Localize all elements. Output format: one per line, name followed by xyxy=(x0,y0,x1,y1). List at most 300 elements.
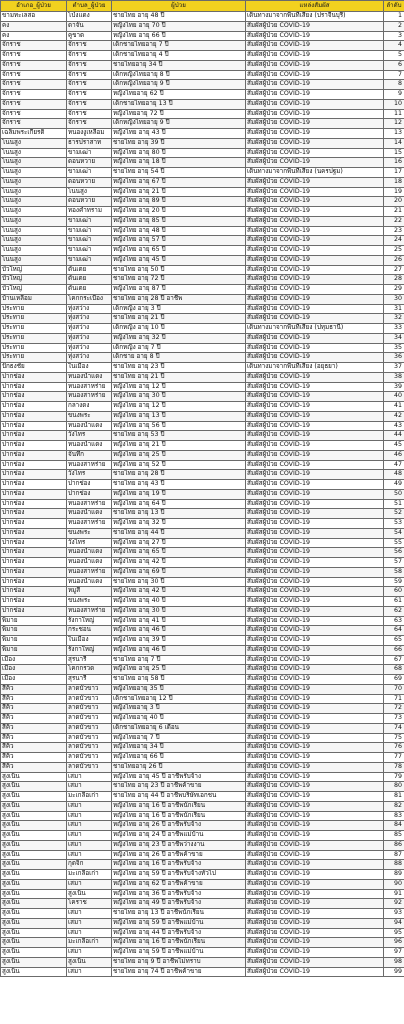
number-cell[interactable]: 82 xyxy=(384,801,404,811)
subdistrict-cell[interactable]: สูงเนิน xyxy=(67,889,112,899)
patient-cell[interactable]: หญิงไทย อายุ 48 ปี xyxy=(112,226,246,236)
table-row[interactable] xyxy=(1,938,404,948)
table-row[interactable] xyxy=(1,353,404,363)
district-cell[interactable]: ปักธงชัย xyxy=(1,363,67,373)
subdistrict-cell[interactable]: มะเกลือเก่า xyxy=(67,792,112,802)
source-cell[interactable]: สัมผัสผู้ป่วย COVID-19 xyxy=(246,655,384,665)
district-cell[interactable]: สูงเนิน xyxy=(1,909,67,919)
patient-cell[interactable]: หญิงไทย อายุ 87 ปี xyxy=(112,285,246,295)
table-row[interactable] xyxy=(1,402,404,412)
source-cell[interactable]: สัมผัสผู้ป่วย COVID-19 xyxy=(246,343,384,353)
patient-cell[interactable]: หญิงไทย อายุ 64 ปี xyxy=(112,499,246,509)
subdistrict-cell[interactable]: หนองสาหร่าย xyxy=(67,606,112,616)
subdistrict-cell[interactable]: หนองสาหร่าย xyxy=(67,460,112,470)
subdistrict-cell[interactable]: รังกาใหญ่ xyxy=(67,645,112,655)
subdistrict-cell[interactable]: จักราช xyxy=(67,90,112,100)
table-row[interactable] xyxy=(1,743,404,753)
table-row[interactable] xyxy=(1,665,404,675)
number-cell[interactable]: 47 xyxy=(384,460,404,470)
district-cell[interactable]: ปากช่อง xyxy=(1,441,67,451)
district-cell[interactable]: สูงเนิน xyxy=(1,938,67,948)
source-cell[interactable]: สัมผัสผู้ป่วย COVID-19 xyxy=(246,821,384,831)
number-cell[interactable]: 24 xyxy=(384,236,404,246)
table-row[interactable] xyxy=(1,792,404,802)
patient-cell[interactable]: ชายไทย อายุ 9 ปี อาชีพไม่ทราบ xyxy=(112,957,246,967)
patient-cell[interactable]: หญิงไทย อายุ 62 ปี อาชีพค้าขาย xyxy=(112,879,246,889)
table-row[interactable] xyxy=(1,246,404,256)
district-cell[interactable]: โนนสูง xyxy=(1,207,67,217)
table-row[interactable] xyxy=(1,811,404,821)
table-row[interactable] xyxy=(1,655,404,665)
district-cell[interactable]: โนนสูง xyxy=(1,177,67,187)
number-cell[interactable]: 35 xyxy=(384,343,404,353)
patient-cell[interactable]: หญิงไทย อายุ 32 ปี xyxy=(112,519,246,529)
source-cell[interactable]: สัมผัสผู้ป่วย COVID-19 xyxy=(246,733,384,743)
district-cell[interactable]: เฉลิมพระเกียรติ xyxy=(1,129,67,139)
number-cell[interactable]: 6 xyxy=(384,60,404,70)
subdistrict-cell[interactable]: ลาดบัวขาว xyxy=(67,743,112,753)
number-cell[interactable]: 53 xyxy=(384,519,404,529)
patient-cell[interactable]: ชายไทย อายุ 28 ปี อาชีพ xyxy=(112,294,246,304)
patient-cell[interactable]: หญิงไทย อายุ 23 ปี อาชีพว่างงาน xyxy=(112,840,246,850)
number-cell[interactable]: 2 xyxy=(384,21,404,31)
table-row[interactable] xyxy=(1,489,404,499)
subdistrict-cell[interactable]: สุรนารี xyxy=(67,675,112,685)
number-cell[interactable]: 97 xyxy=(384,948,404,958)
source-cell[interactable]: สัมผัสผู้ป่วย COVID-19 xyxy=(246,99,384,109)
subdistrict-cell[interactable]: กลางดง xyxy=(67,402,112,412)
district-cell[interactable]: จักราช xyxy=(1,60,67,70)
number-cell[interactable]: 9 xyxy=(384,90,404,100)
number-cell[interactable]: 81 xyxy=(384,792,404,802)
patient-cell[interactable]: หญิงไทย อายุ 16 ปี อาชีพนักเรียน xyxy=(112,811,246,821)
source-cell[interactable]: สัมผัสผู้ป่วย COVID-19 xyxy=(246,450,384,460)
patient-cell[interactable]: เด็กหญิงไทยอายุ 9 ปี xyxy=(112,80,246,90)
district-cell[interactable]: โนนสูง xyxy=(1,236,67,246)
subdistrict-cell[interactable]: หมูสี xyxy=(67,587,112,597)
patient-cell[interactable]: หญิงไทย อายุ 69 ปี xyxy=(112,567,246,577)
table-row[interactable] xyxy=(1,70,404,80)
number-cell[interactable]: 46 xyxy=(384,450,404,460)
source-cell[interactable]: สัมผัสผู้ป่วย COVID-19 xyxy=(246,265,384,275)
table-row[interactable] xyxy=(1,840,404,850)
patient-cell[interactable]: หญิงไทย อายุ 67 ปี xyxy=(112,177,246,187)
number-cell[interactable]: 41 xyxy=(384,402,404,412)
patient-cell[interactable]: ชายไทย อายุ 28 ปี xyxy=(112,470,246,480)
patient-cell[interactable]: เด็กหญิงไทยอายุ 8 ปี xyxy=(112,70,246,80)
number-cell[interactable]: 26 xyxy=(384,255,404,265)
source-cell[interactable]: สัมผัสผู้ป่วย COVID-19 xyxy=(246,255,384,265)
district-cell[interactable]: ปากช่อง xyxy=(1,606,67,616)
source-cell[interactable]: สัมผัสผู้ป่วย COVID-19 xyxy=(246,840,384,850)
district-cell[interactable]: จักราช xyxy=(1,90,67,100)
table-row[interactable] xyxy=(1,499,404,509)
table-row[interactable] xyxy=(1,168,404,178)
source-cell[interactable]: สัมผัสผู้ป่วย COVID-19 xyxy=(246,275,384,285)
source-cell[interactable]: สัมผัสผู้ป่วย COVID-19 xyxy=(246,645,384,655)
number-cell[interactable]: 74 xyxy=(384,723,404,733)
source-cell[interactable]: สัมผัสผู้ป่วย COVID-19 xyxy=(246,216,384,226)
table-row[interactable] xyxy=(1,870,404,880)
district-cell[interactable]: ปากช่อง xyxy=(1,411,67,421)
number-cell[interactable]: 61 xyxy=(384,597,404,607)
district-cell[interactable]: ปากช่อง xyxy=(1,431,67,441)
district-cell[interactable]: โนนสูง xyxy=(1,246,67,256)
district-cell[interactable]: สูงเนิน xyxy=(1,801,67,811)
number-cell[interactable]: 29 xyxy=(384,285,404,295)
subdistrict-cell[interactable]: หนองสาหร่าย xyxy=(67,382,112,392)
source-cell[interactable]: สัมผัสผู้ป่วย COVID-19 xyxy=(246,138,384,148)
subdistrict-cell[interactable]: สุรนารี xyxy=(67,655,112,665)
source-cell[interactable]: สัมผัสผู้ป่วย COVID-19 xyxy=(246,119,384,129)
subdistrict-cell[interactable]: ลาดบัวขาว xyxy=(67,762,112,772)
district-cell[interactable]: สูงเนิน xyxy=(1,957,67,967)
number-cell[interactable]: 95 xyxy=(384,928,404,938)
table-row[interactable] xyxy=(1,460,404,470)
number-cell[interactable]: 34 xyxy=(384,333,404,343)
table-row[interactable] xyxy=(1,753,404,763)
subdistrict-cell[interactable]: เสมา xyxy=(67,967,112,977)
district-cell[interactable]: คง xyxy=(1,21,67,31)
source-cell[interactable]: สัมผัสผู้ป่วย COVID-19 xyxy=(246,431,384,441)
table-row[interactable] xyxy=(1,831,404,841)
patient-cell[interactable]: หญิงไทย อายุ 16 ปี อาชีพนักเรียน xyxy=(112,938,246,948)
table-row[interactable] xyxy=(1,928,404,938)
table-row[interactable] xyxy=(1,411,404,421)
subdistrict-cell[interactable]: ทองคำทราม xyxy=(67,207,112,217)
subdistrict-cell[interactable]: เสมา xyxy=(67,801,112,811)
number-cell[interactable]: 8 xyxy=(384,80,404,90)
source-cell[interactable]: สัมผัสผู้ป่วย COVID-19 xyxy=(246,850,384,860)
source-cell[interactable]: สัมผัสผู้ป่วย COVID-19 xyxy=(246,743,384,753)
patient-cell[interactable]: หญิงไทย อายุ 56 ปี xyxy=(112,421,246,431)
source-cell[interactable]: สัมผัสผู้ป่วย COVID-19 xyxy=(246,294,384,304)
table-row[interactable] xyxy=(1,577,404,587)
number-cell[interactable]: 56 xyxy=(384,548,404,558)
number-cell[interactable]: 30 xyxy=(384,294,404,304)
table-row[interactable] xyxy=(1,957,404,967)
district-cell[interactable]: สูงเนิน xyxy=(1,821,67,831)
source-cell[interactable]: สัมผัสผู้ป่วย COVID-19 xyxy=(246,177,384,187)
table-row[interactable] xyxy=(1,363,404,373)
subdistrict-cell[interactable]: โคกกระเบื้อง xyxy=(67,294,112,304)
district-cell[interactable]: ปากช่อง xyxy=(1,528,67,538)
source-cell[interactable]: สัมผัสผู้ป่วย COVID-19 xyxy=(246,616,384,626)
table-row[interactable] xyxy=(1,392,404,402)
patient-cell[interactable]: หญิงไทย อายุ 21 ปี xyxy=(112,441,246,451)
table-row[interactable] xyxy=(1,597,404,607)
district-cell[interactable]: ปากช่อง xyxy=(1,460,67,470)
subdistrict-cell[interactable]: หนองน้ำแดง xyxy=(67,372,112,382)
source-cell[interactable]: สัมผัสผู้ป่วย COVID-19 xyxy=(246,499,384,509)
subdistrict-cell[interactable]: ขนงพระ xyxy=(67,597,112,607)
number-cell[interactable]: 39 xyxy=(384,382,404,392)
source-cell[interactable]: สัมผัสผู้ป่วย COVID-19 xyxy=(246,411,384,421)
source-cell[interactable]: สัมผัสผู้ป่วย COVID-19 xyxy=(246,80,384,90)
district-cell[interactable]: โนนสูง xyxy=(1,216,67,226)
source-cell[interactable]: สัมผัสผู้ป่วย COVID-19 xyxy=(246,333,384,343)
number-cell[interactable]: 10 xyxy=(384,99,404,109)
table-row[interactable] xyxy=(1,782,404,792)
number-cell[interactable]: 4 xyxy=(384,41,404,51)
district-cell[interactable]: จักราช xyxy=(1,99,67,109)
source-cell[interactable]: สัมผัสผู้ป่วย COVID-19 xyxy=(246,314,384,324)
number-cell[interactable]: 33 xyxy=(384,324,404,334)
district-cell[interactable]: สูงเนิน xyxy=(1,831,67,841)
table-row[interactable] xyxy=(1,528,404,538)
source-cell[interactable]: สัมผัสผู้ป่วย COVID-19 xyxy=(246,236,384,246)
district-cell[interactable]: สูงเนิน xyxy=(1,782,67,792)
district-cell[interactable]: ปากช่อง xyxy=(1,509,67,519)
source-cell[interactable]: เดินทางมาจากพื้นที่เสี่ยง (อยุธยา) xyxy=(246,363,384,373)
patient-cell[interactable]: หญิงไทย อายุ 46 ปี xyxy=(112,645,246,655)
subdistrict-cell[interactable]: ขามเฒ่า xyxy=(67,246,112,256)
number-cell[interactable]: 25 xyxy=(384,246,404,256)
district-cell[interactable]: ประทาย xyxy=(1,353,67,363)
number-cell[interactable]: 83 xyxy=(384,811,404,821)
district-cell[interactable]: สูงเนิน xyxy=(1,879,67,889)
district-cell[interactable]: ปากช่อง xyxy=(1,372,67,382)
table-row[interactable] xyxy=(1,538,404,548)
subdistrict-cell[interactable]: จักราช xyxy=(67,70,112,80)
patient-cell[interactable]: ชายไทย อายุ 43 ปี xyxy=(112,480,246,490)
number-cell[interactable]: 64 xyxy=(384,626,404,636)
header-district[interactable]: อำเภอ_ผู้ป่วย xyxy=(1,1,67,12)
source-cell[interactable]: สัมผัสผู้ป่วย COVID-19 xyxy=(246,538,384,548)
subdistrict-cell[interactable]: ขนงพระ xyxy=(67,528,112,538)
table-row[interactable] xyxy=(1,548,404,558)
patient-cell[interactable]: เด็กชาย อายุ 8 ปี xyxy=(112,353,246,363)
table-row[interactable] xyxy=(1,216,404,226)
district-cell[interactable]: ปากช่อง xyxy=(1,548,67,558)
patient-cell[interactable]: หญิงไทย อายุ 59 ปี อาชีพแม่บ้าน xyxy=(112,918,246,928)
number-cell[interactable]: 27 xyxy=(384,265,404,275)
district-cell[interactable]: พิมาย xyxy=(1,645,67,655)
number-cell[interactable]: 55 xyxy=(384,538,404,548)
table-row[interactable] xyxy=(1,509,404,519)
patient-cell[interactable]: ชายไทย อายุ 44 ปี อาชีพบริษัทเอกชน xyxy=(112,792,246,802)
subdistrict-cell[interactable]: เสมา xyxy=(67,831,112,841)
source-cell[interactable]: สัมผัสผู้ป่วย COVID-19 xyxy=(246,31,384,41)
source-cell[interactable]: สัมผัสผู้ป่วย COVID-19 xyxy=(246,928,384,938)
patient-cell[interactable]: หญิงไทยอายุ 72 ปี xyxy=(112,109,246,119)
source-cell[interactable]: สัมผัสผู้ป่วย COVID-19 xyxy=(246,519,384,529)
number-cell[interactable]: 23 xyxy=(384,226,404,236)
table-row[interactable] xyxy=(1,187,404,197)
subdistrict-cell[interactable]: หนองน้ำแดง xyxy=(67,548,112,558)
number-cell[interactable]: 86 xyxy=(384,840,404,850)
district-cell[interactable]: สีคิ้ว xyxy=(1,704,67,714)
patient-cell[interactable]: หญิงไทย อายุ 12 ปี xyxy=(112,402,246,412)
number-cell[interactable]: 12 xyxy=(384,119,404,129)
table-row[interactable] xyxy=(1,90,404,100)
subdistrict-cell[interactable]: สูงเนิน xyxy=(67,957,112,967)
subdistrict-cell[interactable]: ดันเตย xyxy=(67,265,112,275)
source-cell[interactable]: สัมผัสผู้ป่วย COVID-19 xyxy=(246,577,384,587)
number-cell[interactable]: 84 xyxy=(384,821,404,831)
table-row[interactable] xyxy=(1,80,404,90)
number-cell[interactable]: 94 xyxy=(384,918,404,928)
table-row[interactable] xyxy=(1,255,404,265)
table-row[interactable] xyxy=(1,733,404,743)
source-cell[interactable]: สัมผัสผู้ป่วย COVID-19 xyxy=(246,158,384,168)
number-cell[interactable]: 85 xyxy=(384,831,404,841)
district-cell[interactable]: ปากช่อง xyxy=(1,499,67,509)
number-cell[interactable]: 14 xyxy=(384,138,404,148)
subdistrict-cell[interactable]: ลาดบัวขาว xyxy=(67,694,112,704)
subdistrict-cell[interactable]: หนองสาหร่าย xyxy=(67,392,112,402)
source-cell[interactable]: สัมผัสผู้ป่วย COVID-19 xyxy=(246,860,384,870)
number-cell[interactable]: 57 xyxy=(384,558,404,568)
subdistrict-cell[interactable]: ดอนหวาย xyxy=(67,197,112,207)
table-row[interactable] xyxy=(1,99,404,109)
subdistrict-cell[interactable]: จักราช xyxy=(67,60,112,70)
header-source[interactable]: แหล่งสัมผัส xyxy=(246,1,384,12)
patient-cell[interactable]: หญิงไทย อายุ 26 ปี อาชีพรับจ้าง xyxy=(112,821,246,831)
district-cell[interactable]: ปากช่อง xyxy=(1,519,67,529)
patient-cell[interactable]: หญิงไทย อายุ 24 ปี อาชีพแม่บ้าน xyxy=(112,831,246,841)
subdistrict-cell[interactable]: ขามเฒ่า xyxy=(67,216,112,226)
subdistrict-cell[interactable]: จักราช xyxy=(67,119,112,129)
number-cell[interactable]: 65 xyxy=(384,636,404,646)
subdistrict-cell[interactable]: ทุ่งสว่าง xyxy=(67,304,112,314)
patient-cell[interactable]: หญิงไทย อายุ 42 ปี xyxy=(112,587,246,597)
table-row[interactable] xyxy=(1,567,404,577)
table-row[interactable] xyxy=(1,948,404,958)
number-cell[interactable]: 69 xyxy=(384,675,404,685)
source-cell[interactable]: สัมผัสผู้ป่วย COVID-19 xyxy=(246,285,384,295)
district-cell[interactable]: จักราช xyxy=(1,41,67,51)
patient-cell[interactable]: หญิงไทย อายุ 43 ปี xyxy=(112,129,246,139)
patient-cell[interactable]: เด็กชายไทยอายุ 7 ปี xyxy=(112,41,246,51)
patient-cell[interactable]: ชายไทย อายุ 74 ปี อาชีพค้าขาย xyxy=(112,967,246,977)
table-row[interactable] xyxy=(1,207,404,217)
number-cell[interactable]: 79 xyxy=(384,772,404,782)
table-row[interactable] xyxy=(1,226,404,236)
number-cell[interactable]: 92 xyxy=(384,899,404,909)
patient-cell[interactable]: หญิงไทย อายุ 19 ปี xyxy=(112,489,246,499)
patient-cell[interactable]: หญิงไทย อายุ 39 ปี xyxy=(112,636,246,646)
subdistrict-cell[interactable]: โป่งแดง xyxy=(67,12,112,22)
source-cell[interactable]: สัมผัสผู้ป่วย COVID-19 xyxy=(246,480,384,490)
patient-cell[interactable]: เด็กหญิง อายุ 3 ปี xyxy=(112,304,246,314)
source-cell[interactable]: สัมผัสผู้ป่วย COVID-19 xyxy=(246,831,384,841)
source-cell[interactable]: สัมผัสผู้ป่วย COVID-19 xyxy=(246,772,384,782)
subdistrict-cell[interactable]: หนองสาหร่าย xyxy=(67,519,112,529)
patient-cell[interactable]: ชายไทย อายุ 44 ปี xyxy=(112,528,246,538)
patient-cell[interactable]: หญิงไทย อายุ 65 ปี xyxy=(112,548,246,558)
subdistrict-cell[interactable]: เสมา xyxy=(67,948,112,958)
subdistrict-cell[interactable]: ธารปราสาท xyxy=(67,138,112,148)
number-cell[interactable]: 15 xyxy=(384,148,404,158)
district-cell[interactable]: จักราช xyxy=(1,119,67,129)
source-cell[interactable]: สัมผัสผู้ป่วย COVID-19 xyxy=(246,528,384,538)
number-cell[interactable]: 28 xyxy=(384,275,404,285)
source-cell[interactable]: สัมผัสผู้ป่วย COVID-19 xyxy=(246,548,384,558)
table-row[interactable] xyxy=(1,109,404,119)
subdistrict-cell[interactable]: หนองสาหร่าย xyxy=(67,499,112,509)
patient-cell[interactable]: ชายไทย อายุ 39 ปี xyxy=(112,138,246,148)
source-cell[interactable]: สัมผัสผู้ป่วย COVID-19 xyxy=(246,51,384,61)
table-row[interactable] xyxy=(1,285,404,295)
patient-cell[interactable]: ชายไทย อายุ 54 ปี xyxy=(112,168,246,178)
source-cell[interactable]: สัมผัสผู้ป่วย COVID-19 xyxy=(246,489,384,499)
source-cell[interactable]: สัมผัสผู้ป่วย COVID-19 xyxy=(246,567,384,577)
number-cell[interactable]: 18 xyxy=(384,177,404,187)
number-cell[interactable]: 43 xyxy=(384,421,404,431)
source-cell[interactable]: สัมผัสผู้ป่วย COVID-19 xyxy=(246,60,384,70)
header-patient[interactable]: ผู้ป่วย xyxy=(112,1,246,12)
subdistrict-cell[interactable]: จักราช xyxy=(67,41,112,51)
source-cell[interactable]: สัมผัสผู้ป่วย COVID-19 xyxy=(246,21,384,31)
district-cell[interactable]: บ้านเหลื่อม xyxy=(1,294,67,304)
patient-cell[interactable]: ชายไทย อายุ 7 ปี xyxy=(112,655,246,665)
table-row[interactable] xyxy=(1,275,404,285)
district-cell[interactable]: บัวใหญ่ xyxy=(1,275,67,285)
source-cell[interactable]: สัมผัสผู้ป่วย COVID-19 xyxy=(246,870,384,880)
district-cell[interactable]: ปากช่อง xyxy=(1,489,67,499)
table-row[interactable] xyxy=(1,138,404,148)
patient-cell[interactable]: หญิงไทย อายุ 42 ปี xyxy=(112,558,246,568)
table-row[interactable] xyxy=(1,889,404,899)
patient-cell[interactable]: หญิงไทย อายุ 65 ปี xyxy=(112,246,246,256)
district-cell[interactable]: สีคิ้ว xyxy=(1,753,67,763)
patient-cell[interactable]: เด็กหญิง อายุ 7 ปี xyxy=(112,343,246,353)
district-cell[interactable]: เมือง xyxy=(1,655,67,665)
district-cell[interactable]: สีคิ้ว xyxy=(1,684,67,694)
number-cell[interactable]: 40 xyxy=(384,392,404,402)
district-cell[interactable]: ปากช่อง xyxy=(1,538,67,548)
source-cell[interactable]: สัมผัสผู้ป่วย COVID-19 xyxy=(246,967,384,977)
number-cell[interactable]: 59 xyxy=(384,577,404,587)
district-cell[interactable]: สูงเนิน xyxy=(1,967,67,977)
source-cell[interactable]: สัมผัสผู้ป่วย COVID-19 xyxy=(246,148,384,158)
patient-cell[interactable]: ชายไทย อายุ 72 ปี xyxy=(112,275,246,285)
district-cell[interactable]: สูงเนิน xyxy=(1,889,67,899)
patient-cell[interactable]: หญิงไทยอายุ 3 ปี xyxy=(112,704,246,714)
patient-cell[interactable]: หญิงไทย อายุ 59 ปี อาชีพรับจ้างทั่วไป xyxy=(112,870,246,880)
subdistrict-cell[interactable]: ในเมือง xyxy=(67,363,112,373)
district-cell[interactable]: ปากช่อง xyxy=(1,558,67,568)
table-row[interactable] xyxy=(1,51,404,61)
patient-cell[interactable]: ชายไทย อายุ 13 ปี อาชีพนักเรียน xyxy=(112,909,246,919)
district-cell[interactable]: เมือง xyxy=(1,665,67,675)
number-cell[interactable]: 73 xyxy=(384,714,404,724)
patient-cell[interactable]: หญิงไทย อายุ 85 ปี xyxy=(112,216,246,226)
source-cell[interactable]: สัมผัสผู้ป่วย COVID-19 xyxy=(246,957,384,967)
district-cell[interactable]: โนนสูง xyxy=(1,148,67,158)
number-cell[interactable]: 89 xyxy=(384,870,404,880)
district-cell[interactable]: สูงเนิน xyxy=(1,948,67,958)
source-cell[interactable]: สัมผัสผู้ป่วย COVID-19 xyxy=(246,792,384,802)
district-cell[interactable]: โนนสูง xyxy=(1,255,67,265)
table-row[interactable] xyxy=(1,197,404,207)
subdistrict-cell[interactable]: เสมา xyxy=(67,821,112,831)
patient-cell[interactable]: เด็กหญิงไทยอายุ 9 ปี xyxy=(112,119,246,129)
subdistrict-cell[interactable]: เสมา xyxy=(67,811,112,821)
district-cell[interactable]: โนนสูง xyxy=(1,138,67,148)
source-cell[interactable]: สัมผัสผู้ป่วย COVID-19 xyxy=(246,587,384,597)
table-row[interactable] xyxy=(1,441,404,451)
number-cell[interactable]: 21 xyxy=(384,207,404,217)
source-cell[interactable]: สัมผัสผู้ป่วย COVID-19 xyxy=(246,675,384,685)
district-cell[interactable]: พิมาย xyxy=(1,616,67,626)
subdistrict-cell[interactable]: โคราช xyxy=(67,899,112,909)
header-number[interactable]: ลำดับ xyxy=(384,1,404,12)
patient-cell[interactable]: หญิงไทย อายุ 45 ปี อาชีพรับจ้าง xyxy=(112,772,246,782)
patient-cell[interactable]: หญิงไทย อายุ 30 ปี xyxy=(112,392,246,402)
subdistrict-cell[interactable]: ขามเฒ่า xyxy=(67,255,112,265)
